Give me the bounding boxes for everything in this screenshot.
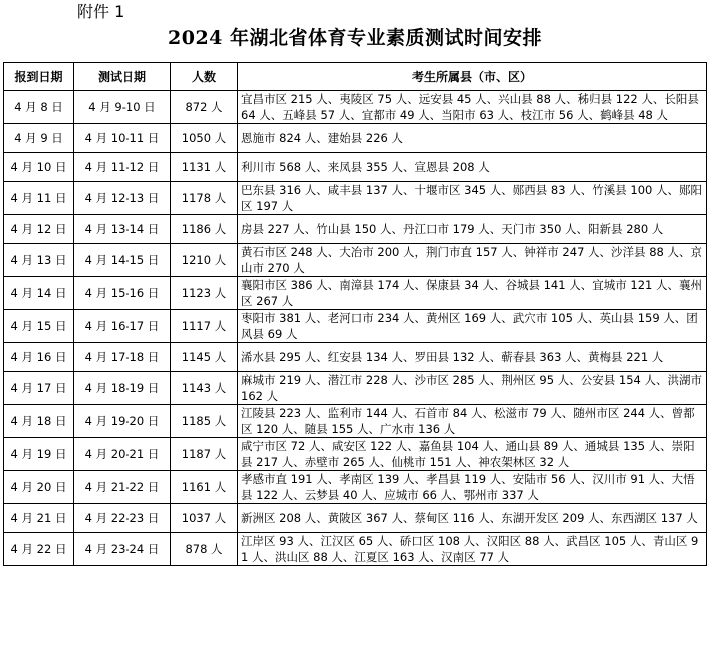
document-title: 2024 年湖北省体育专业素质测试时间安排 [168, 27, 542, 49]
test-date-cell: 4 月 11-12 日 [74, 153, 171, 182]
table-row [4, 153, 707, 182]
count-cell: 878 人 [171, 533, 238, 566]
attachment-label: 附件 1 [77, 2, 125, 21]
table-row [4, 405, 707, 438]
test-date-cell: 4 月 17-18 日 [74, 343, 171, 372]
table-row [4, 471, 707, 504]
count-cell: 1123 人 [171, 277, 238, 310]
test-date-cell: 4 月 15-16 日 [74, 277, 171, 310]
test-date-cell: 4 月 22-23 日 [74, 504, 171, 533]
areas-cell: 恩施市 824 人、建始县 226 人 [238, 124, 707, 153]
header-areas: 考生所属县（市、区） [238, 63, 707, 91]
count-cell: 1117 人 [171, 310, 238, 343]
test-date-cell: 4 月 9-10 日 [74, 91, 171, 124]
table-row [4, 277, 707, 310]
table-row [4, 438, 707, 471]
areas-cell: 咸宁市区 72 人、咸安区 122 人、嘉鱼县 104 人、通山县 89 人、通城县 135 人、崇阳县 217 人、赤壁市 265 人、仙桃市 151 人、神农架林区 32 人 [238, 438, 707, 471]
areas-cell: 麻城市 219 人、潜江市 228 人、沙市区 285 人、荆州区 95 人、公安县 154 人、洪湖市 162 人 [238, 372, 707, 405]
table-row [4, 504, 707, 533]
areas-cell: 枣阳市 381 人、老河口市 234 人、黄州区 169 人、武穴市 105 人、英山县 159 人、团风县 69 人 [238, 310, 707, 343]
areas-cell: 江岸区 93 人、江汉区 65 人、硚口区 108 人、汉阳区 88 人、武昌区 105 人、青山区 91 人、洪山区 88 人、江夏区 163 人、汉南区 77 人 [238, 533, 707, 566]
report-date-cell: 4 月 12 日 [4, 215, 74, 244]
count-cell: 1050 人 [171, 124, 238, 153]
areas-cell: 襄阳市区 386 人、南漳县 174 人、保康县 34 人、谷城县 141 人、宜城市 121 人、襄州区 267 人 [238, 277, 707, 310]
table-row [4, 215, 707, 244]
count-cell: 1037 人 [171, 504, 238, 533]
table-row [4, 244, 707, 277]
report-date-cell: 4 月 11 日 [4, 182, 74, 215]
report-date-cell: 4 月 17 日 [4, 372, 74, 405]
test-date-cell: 4 月 10-11 日 [74, 124, 171, 153]
report-date-cell: 4 月 15 日 [4, 310, 74, 343]
count-cell: 1178 人 [171, 182, 238, 215]
report-date-cell: 4 月 14 日 [4, 277, 74, 310]
report-date-cell: 4 月 9 日 [4, 124, 74, 153]
areas-cell: 孝感市直 191 人、孝南区 139 人、孝昌县 119 人、安陆市 56 人、汉川市 91 人、大悟县 122 人、云梦县 40 人、应城市 66 人、鄂州市 337 人 [238, 471, 707, 504]
report-date-cell: 4 月 22 日 [4, 533, 74, 566]
count-cell: 1185 人 [171, 405, 238, 438]
count-cell: 1143 人 [171, 372, 238, 405]
count-cell: 1210 人 [171, 244, 238, 277]
test-date-cell: 4 月 23-24 日 [74, 533, 171, 566]
areas-cell: 宜昌市区 215 人、夷陵区 75 人、远安县 45 人、兴山县 88 人、秭归县 122 人、长阳县 64 人、五峰县 57 人、宜都市 49 人、当阳市 63 人、枝江市 56 人、鹤峰县 48 人 [238, 91, 707, 124]
report-date-cell: 4 月 13 日 [4, 244, 74, 277]
test-date-cell: 4 月 20-21 日 [74, 438, 171, 471]
report-date-cell: 4 月 20 日 [4, 471, 74, 504]
table-row [4, 182, 707, 215]
header-report-date: 报到日期 [4, 63, 74, 91]
test-date-cell: 4 月 21-22 日 [74, 471, 171, 504]
areas-cell: 新洲区 208 人、黄陂区 367 人、蔡甸区 116 人、东湖开发区 209 人、东西湖区 137 人 [238, 504, 707, 533]
table-row [4, 310, 707, 343]
report-date-cell: 4 月 19 日 [4, 438, 74, 471]
test-date-cell: 4 月 16-17 日 [74, 310, 171, 343]
report-date-cell: 4 月 8 日 [4, 91, 74, 124]
report-date-cell: 4 月 21 日 [4, 504, 74, 533]
table-row [4, 533, 707, 566]
count-cell: 1187 人 [171, 438, 238, 471]
test-date-cell: 4 月 19-20 日 [74, 405, 171, 438]
report-date-cell: 4 月 10 日 [4, 153, 74, 182]
areas-cell: 江陵县 223 人、监利市 144 人、石首市 84 人、松滋市 79 人、随州市区 244 人、曾都区 120 人、随县 155 人、广水市 136 人 [238, 405, 707, 438]
areas-cell: 黄石市区 248 人、大冶市 200 人，荆门市直 157 人、钟祥市 247 人、沙洋县 88 人、京山市 270 人 [238, 244, 707, 277]
count-cell: 872 人 [171, 91, 238, 124]
table-row [4, 372, 707, 405]
count-cell: 1161 人 [171, 471, 238, 504]
count-cell: 1131 人 [171, 153, 238, 182]
test-date-cell: 4 月 18-19 日 [74, 372, 171, 405]
count-cell: 1145 人 [171, 343, 238, 372]
test-date-cell: 4 月 13-14 日 [74, 215, 171, 244]
header-count: 人数 [171, 63, 238, 91]
report-date-cell: 4 月 16 日 [4, 343, 74, 372]
areas-cell: 利川市 568 人、来凤县 355 人、宣恩县 208 人 [238, 153, 707, 182]
test-date-cell: 4 月 12-13 日 [74, 182, 171, 215]
areas-cell: 浠水县 295 人、红安县 134 人、罗田县 132 人、蕲春县 363 人、黄梅县 221 人 [238, 343, 707, 372]
schedule-table [3, 62, 707, 566]
areas-cell: 巴东县 316 人、咸丰县 137 人、十堰市区 345 人、郧西县 83 人、竹溪县 100 人、郧阳区 197 人 [238, 182, 707, 215]
header-test-date: 测试日期 [74, 63, 171, 91]
areas-cell: 房县 227 人、竹山县 150 人、丹江口市 179 人、天门市 350 人、阳新县 280 人 [238, 215, 707, 244]
report-date-cell: 4 月 18 日 [4, 405, 74, 438]
count-cell: 1186 人 [171, 215, 238, 244]
table-row [4, 124, 707, 153]
table-row [4, 91, 707, 124]
table-header-row [4, 63, 707, 91]
table-row [4, 343, 707, 372]
test-date-cell: 4 月 14-15 日 [74, 244, 171, 277]
